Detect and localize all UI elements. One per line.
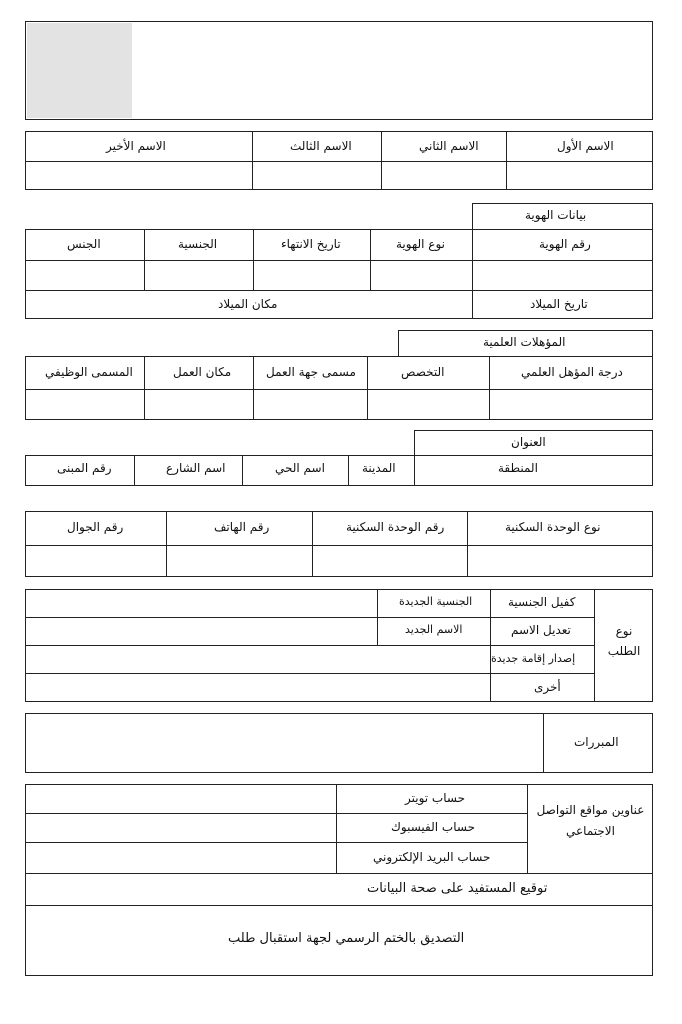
phone-label: رقم الهاتف	[214, 520, 270, 534]
new-residence-field[interactable]	[27, 646, 489, 672]
city-label: المدينة	[362, 461, 396, 475]
nationality-label: الجنسية	[178, 237, 218, 251]
other-field[interactable]	[27, 674, 489, 700]
new-nationality-field[interactable]	[27, 590, 376, 616]
third-name-label: الاسم الثالث	[290, 139, 352, 153]
sponsor-nationality-option[interactable]: كفيل الجنسية	[508, 595, 576, 609]
id-number-field[interactable]	[473, 261, 651, 289]
request-type-label: نوع الطلب	[607, 624, 641, 658]
unit-type-field[interactable]	[468, 546, 651, 575]
email-label: حساب البريد الإلكتروني	[373, 850, 491, 864]
email-field[interactable]	[27, 843, 335, 872]
second-name-label: الاسم الثاني	[419, 139, 479, 153]
region-label: المنطقة	[498, 461, 538, 475]
address-table	[25, 455, 653, 486]
birth-place-label: مكان الميلاد	[218, 297, 278, 311]
new-nationality-label: الجنسية الجديدة	[399, 595, 473, 608]
justifications-field[interactable]	[27, 715, 542, 771]
qualifications-title: المؤهلات العلمية	[483, 335, 566, 349]
social-label: عناوين مواقع التواصل الاجتماعي	[536, 803, 645, 838]
unit-number-label: رقم الوحدة السكنية	[346, 520, 445, 534]
justifications-label: المبررات	[574, 735, 619, 749]
first-name-label: الاسم الأول	[557, 139, 614, 153]
new-name-field[interactable]	[27, 618, 376, 644]
expiry-label: تاريخ الانتهاء	[281, 237, 341, 251]
degree-field[interactable]	[490, 390, 651, 418]
last-name-field[interactable]	[27, 162, 251, 189]
gender-field[interactable]	[27, 261, 143, 289]
new-residence-option[interactable]: إصدار إقامة جديدة	[491, 652, 576, 665]
nationality-field[interactable]	[145, 261, 252, 289]
twitter-field[interactable]	[27, 785, 335, 812]
photo-placeholder[interactable]	[27, 23, 132, 118]
work-place-field[interactable]	[145, 390, 252, 418]
mobile-field[interactable]	[27, 546, 165, 575]
work-place-label: مكان العمل	[173, 365, 232, 379]
major-label: التخصص	[401, 365, 445, 379]
id-type-label: نوع الهوية	[396, 237, 446, 251]
signature-label: توقيع المستفيد على صحة البيانات	[367, 881, 548, 896]
third-name-field[interactable]	[253, 162, 380, 189]
facebook-field[interactable]	[27, 814, 335, 841]
stamp-label: التصديق بالختم الرسمي لجهة استقبال طلب	[228, 931, 465, 946]
name-change-option[interactable]: تعديل الاسم	[511, 623, 571, 637]
employer-field[interactable]	[254, 390, 366, 418]
second-name-field[interactable]	[382, 162, 505, 189]
birth-date-label: تاريخ الميلاد	[530, 297, 588, 311]
expiry-field[interactable]	[254, 261, 369, 289]
phone-field[interactable]	[167, 546, 311, 575]
id-type-field[interactable]	[371, 261, 471, 289]
facebook-label: حساب الفيسبوك	[391, 820, 475, 834]
id-number-label: رقم الهوية	[539, 237, 591, 251]
new-name-label: الاسم الجديد	[405, 623, 463, 636]
street-label: اسم الشارع	[166, 461, 226, 475]
twitter-label: حساب تويتر	[405, 791, 466, 805]
unit-type-label: نوع الوحدة السكنية	[505, 520, 601, 534]
other-option[interactable]: أخرى	[534, 680, 561, 694]
identity-title: بيانات الهوية	[525, 208, 587, 222]
address-title: العنوان	[511, 435, 546, 449]
district-label: اسم الحي	[275, 461, 325, 475]
mobile-label: رقم الجوال	[67, 520, 124, 534]
gender-label: الجنس	[67, 237, 101, 251]
employer-label: مسمى جهة العمل	[266, 365, 356, 379]
last-name-label: الاسم الأخير	[106, 139, 166, 153]
job-title-field[interactable]	[27, 390, 143, 418]
degree-label: درجة المؤهل العلمي	[521, 365, 623, 379]
stamp-area[interactable]	[27, 906, 651, 974]
building-label: رقم المبنى	[57, 461, 112, 475]
job-title-label: المسمى الوظيفي	[45, 365, 133, 379]
unit-number-field[interactable]	[313, 546, 466, 575]
major-field[interactable]	[368, 390, 488, 418]
first-name-field[interactable]	[507, 162, 651, 189]
